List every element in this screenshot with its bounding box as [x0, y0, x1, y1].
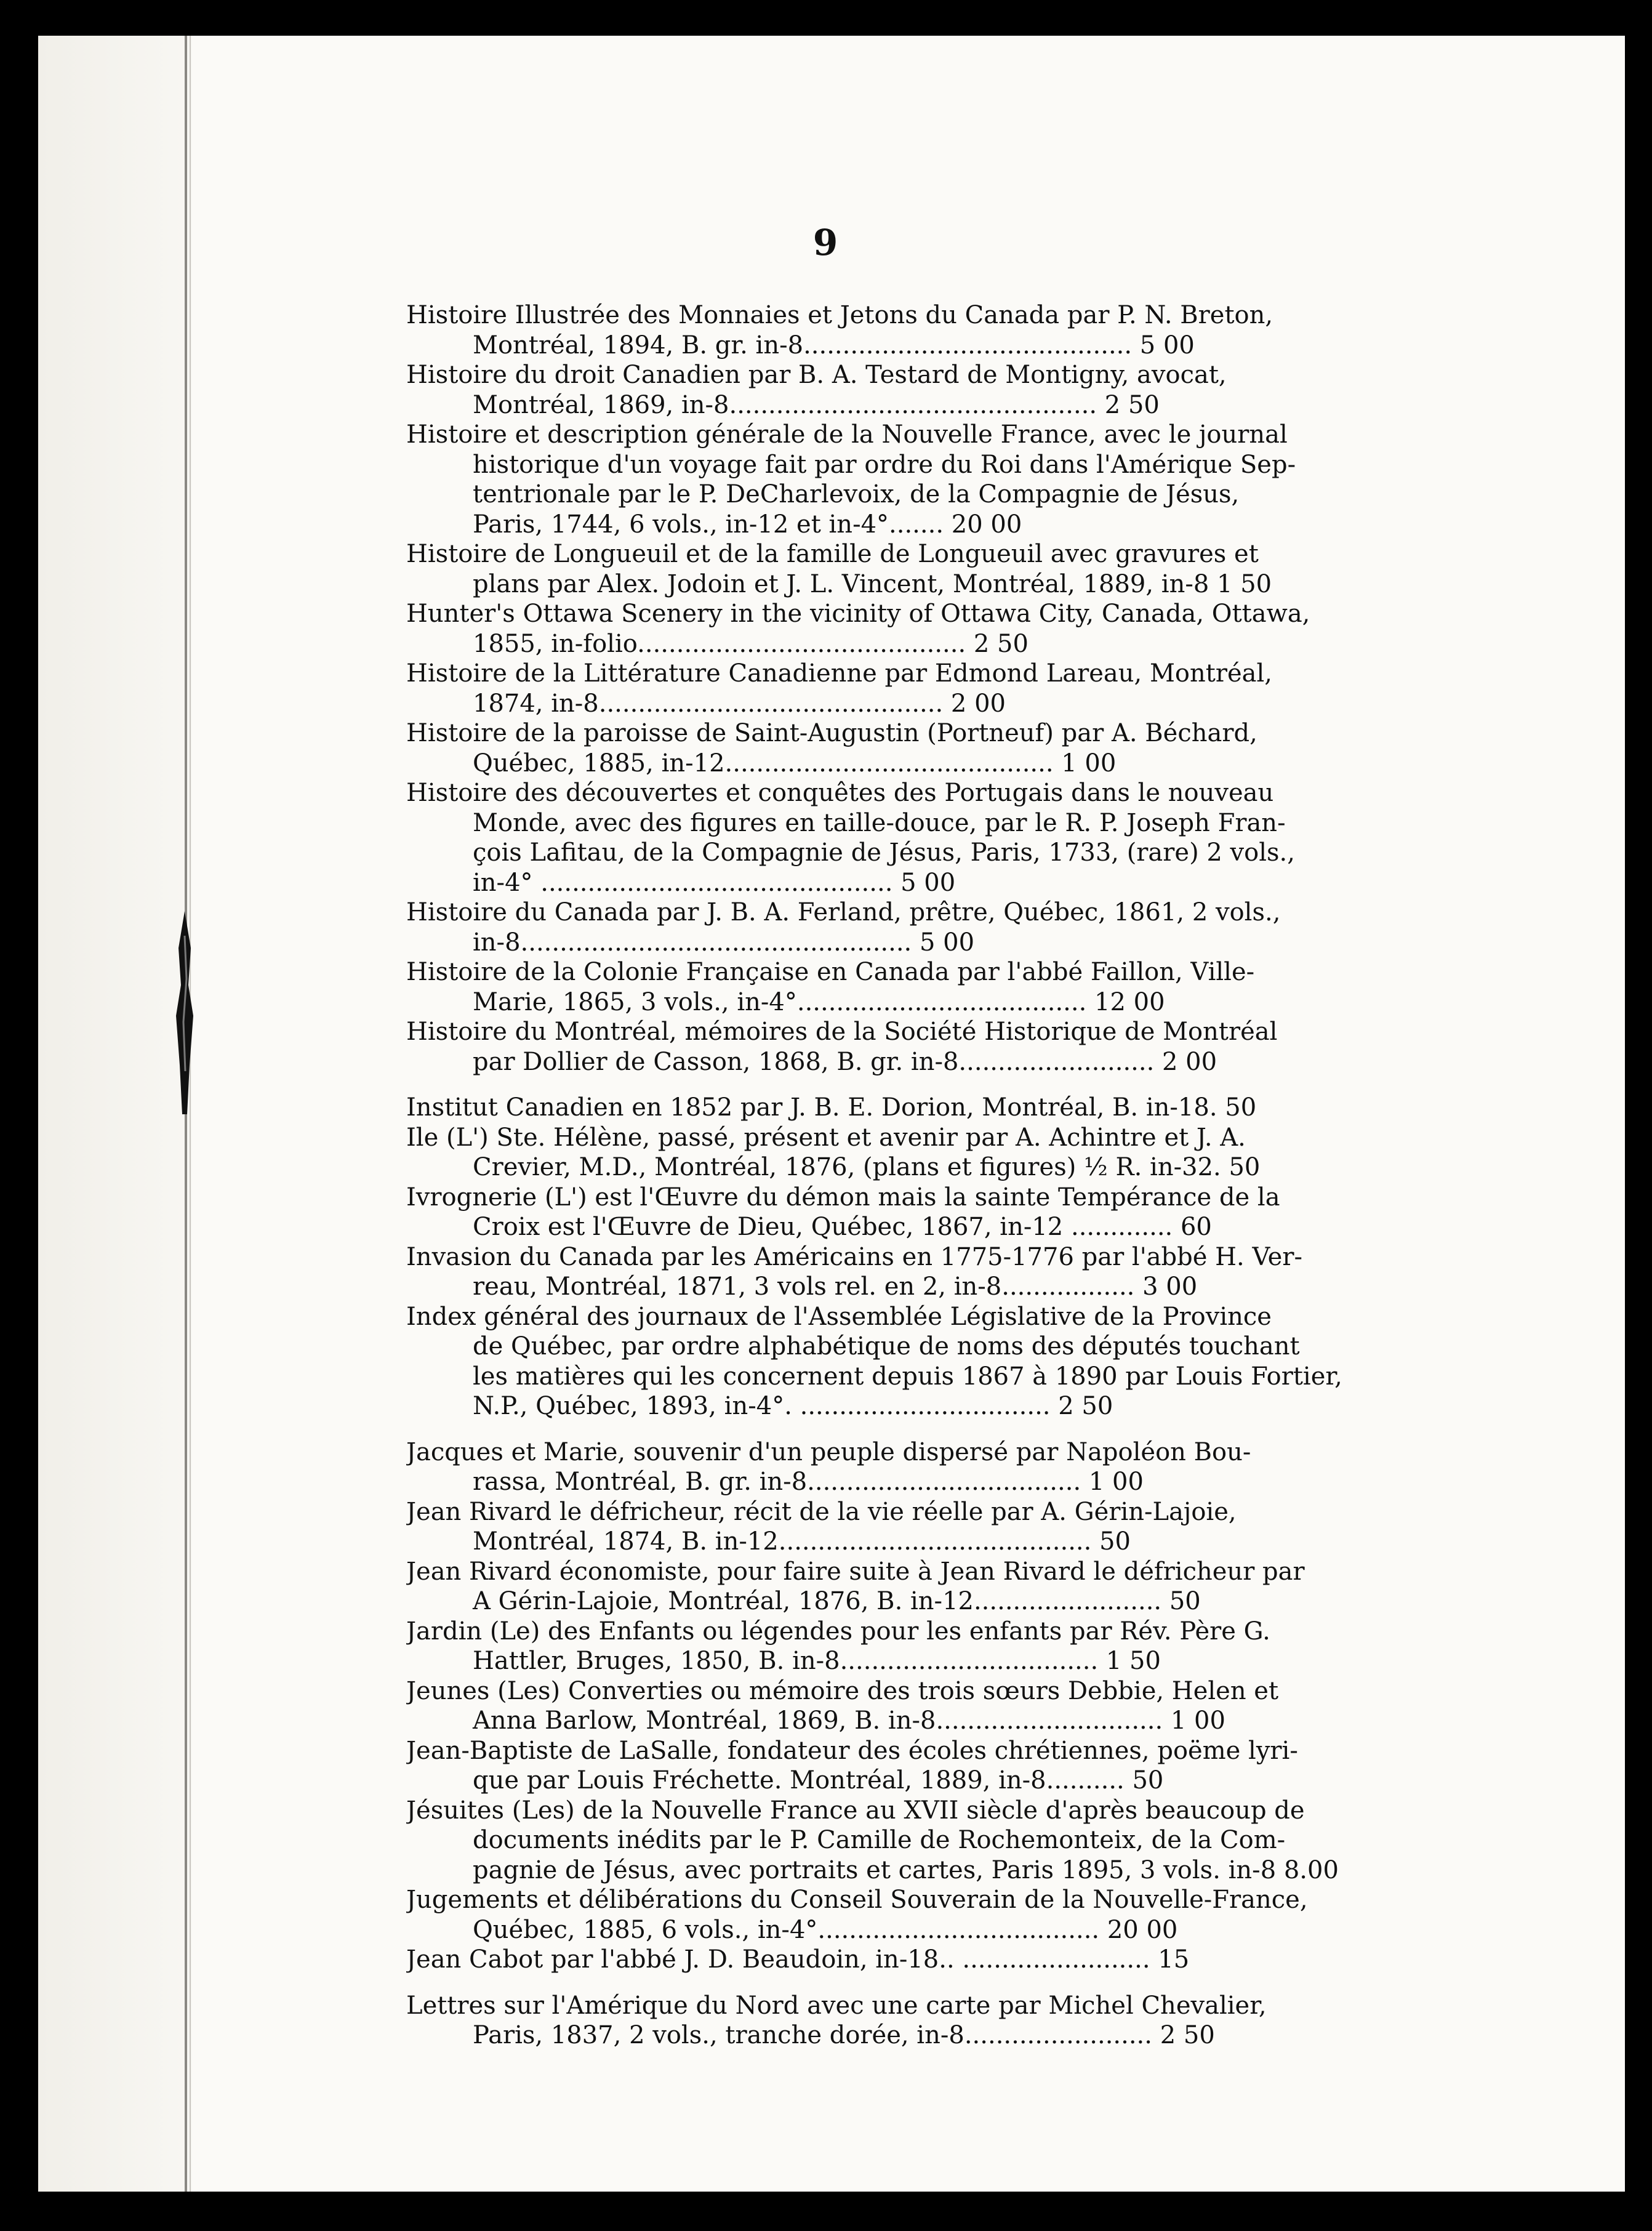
catalogue-entry — [406, 1242, 1373, 1302]
entry-continuation-line: plans par Alex. Jodoin et J. L. Vincent, Montréal, 1889, in-8 1 50 — [473, 569, 1272, 598]
catalogue-entry — [406, 1123, 1373, 1183]
entry-continuation-line: Anna Barlow, Montréal, 1869, B. in-8............................. 1 00 — [473, 1706, 1225, 1735]
entry-continuation-line: documents inédits par le P. Camille de Rochemonteix, de la Com- — [473, 1826, 1286, 1854]
catalogue-entry — [406, 1617, 1373, 1676]
entry-continuation-line: Paris, 1837, 2 vols., tranche dorée, in-8........................ 2 50 — [473, 2021, 1215, 2049]
entry-continuation-line: historique d'un voyage fait par ordre du Roi dans l'Amérique Sep- — [473, 450, 1296, 479]
entry-title-line: Histoire de la paroisse de Saint-Augustin (Portneuf) par A. Béchard, — [406, 719, 1257, 747]
catalogue-entry — [406, 1736, 1373, 1796]
entry-title-line: Hunter's Ottawa Scenery in the vicinity of Ottawa City, Canada, Ottawa, — [406, 600, 1310, 628]
entry-continuation-line: çois Lafitau, de la Compagnie de Jésus, Paris, 1733, (rare) 2 vols., — [473, 838, 1295, 867]
catalogue-entry — [406, 539, 1373, 599]
entry-continuation-line: in-8.................................................. 5 00 — [473, 928, 975, 957]
catalogue-entry — [406, 1991, 1373, 2051]
entry-continuation-line: Montréal, 1874, B. in-12........................................ 50 — [473, 1527, 1131, 1556]
entry-continuation-line: N.P., Québec, 1893, in-4°. ................................ 2 50 — [473, 1392, 1113, 1420]
entry-title-line: Index général des journaux de l'Assemblée Législative de la Province — [406, 1302, 1272, 1331]
entry-title-line: Histoire de la Colonie Française en Canada par l'abbé Faillon, Ville- — [406, 958, 1255, 986]
entry-continuation-line: reau, Montréal, 1871, 3 vols rel. en 2, in-8................. 3 00 — [473, 1272, 1198, 1301]
entry-continuation-line: les matières qui les concernent depuis 1867 à 1890 par Louis Fortier, — [473, 1362, 1342, 1391]
entry-title-line: Histoire du Canada par J. B. A. Ferland, prêtre, Québec, 1861, 2 vols., — [406, 898, 1281, 927]
entry-title-line: Lettres sur l'Amérique du Nord avec une carte par Michel Chevalier, — [406, 1991, 1267, 2020]
entry-continuation-line: Montréal, 1894, B. gr. in-8.......................................... 5 00 — [473, 331, 1195, 360]
catalogue-entry — [406, 599, 1373, 659]
entry-continuation-line: que par Louis Fréchette. Montréal, 1889, in-8.......... 50 — [473, 1766, 1164, 1795]
catalogue-entry — [406, 1557, 1373, 1617]
entry-continuation-line: Québec, 1885, in-12.......................................... 1 00 — [473, 749, 1117, 778]
entry-continuation-line: A Gérin-Lajoie, Montréal, 1876, B. in-12........................ 50 — [473, 1587, 1201, 1615]
catalogue-entry — [406, 1183, 1373, 1242]
catalogue-entry — [406, 1885, 1373, 1945]
entry-title-line: Jardin (Le) des Enfants ou légendes pour les enfants par Rév. Père G. — [406, 1617, 1270, 1646]
entry-continuation-line: Paris, 1744, 6 vols., in-12 et in-4°....... 20 00 — [473, 510, 1022, 539]
entry-continuation-line: in-4° ............................................. 5 00 — [473, 868, 956, 897]
section-gap — [406, 1421, 1373, 1437]
catalogue-listing — [406, 300, 1373, 2051]
section-gap — [406, 1077, 1373, 1093]
entry-continuation-line: tentrionale par le P. DeCharlevoix, de la Compagnie de Jésus, — [473, 480, 1240, 509]
entry-title-line: Jugements et délibérations du Conseil Souverain de la Nouvelle-France, — [406, 1886, 1308, 1914]
entry-continuation-line: Hattler, Bruges, 1850, B. in-8................................. 1 50 — [473, 1647, 1161, 1675]
scan-border-left — [0, 0, 38, 2231]
entry-continuation-line: de Québec, par ordre alphabétique de noms des députés touchant — [473, 1332, 1300, 1361]
entry-continuation-line: Crevier, M.D., Montréal, 1876, (plans et figures) ½ R. in-32. 50 — [473, 1153, 1261, 1181]
catalogue-entry — [406, 778, 1373, 898]
entry-title-line: Jésuites (Les) de la Nouvelle France au XVII siècle d'après beaucoup de — [406, 1796, 1305, 1825]
entry-title-line: Histoire du droit Canadien par B. A. Testard de Montigny, avocat, — [406, 361, 1227, 389]
entry-title-line: Jean Rivard économiste, pour faire suite à Jean Rivard le défricheur par — [406, 1557, 1305, 1586]
entry-title-line: Histoire Illustrée des Monnaies et Jetons du Canada par P. N. Breton, — [406, 301, 1273, 329]
catalogue-entry — [406, 300, 1373, 360]
scan-border-bottom — [0, 2192, 1652, 2231]
scan-border-top — [0, 0, 1652, 36]
entry-continuation-line: Monde, avec des figures en taille-douce, par le R. P. Joseph Fran- — [473, 808, 1286, 837]
entry-title-line: Histoire des découvertes et conquêtes des Portugais dans le nouveau — [406, 779, 1274, 807]
catalogue-entry — [406, 718, 1373, 778]
catalogue-entry — [406, 1437, 1373, 1497]
entry-title-line: Histoire du Montréal, mémoires de la Société Historique de Montréal — [406, 1018, 1278, 1046]
entry-title-line: Histoire et description générale de la Nouvelle France, avec le journal — [406, 420, 1288, 449]
entry-title-line: Jeunes (Les) Converties ou mémoire des trois sœurs Debbie, Helen et — [406, 1676, 1279, 1705]
catalogue-entry — [406, 659, 1373, 718]
catalogue-entry — [406, 1796, 1373, 1886]
page-number: 9 — [812, 222, 840, 263]
section-gap — [406, 1975, 1373, 1991]
catalogue-entry — [406, 1945, 1373, 1975]
entry-continuation-line: pagnie de Jésus, avec portraits et cartes, Paris 1895, 3 vols. in-8 8.00 — [473, 1855, 1339, 1884]
entry-continuation-line: Montréal, 1869, in-8............................................... 2 50 — [473, 390, 1160, 419]
catalogue-entry — [406, 1017, 1373, 1077]
entry-title-line: Invasion du Canada par les Américains en 1775-1776 par l'abbé H. Ver- — [406, 1242, 1302, 1271]
entry-continuation-line: Croix est l'Œuvre de Dieu, Québec, 1867, in-12 ............. 60 — [473, 1213, 1212, 1241]
entry-title-line: Ivrognerie (L') est l'Œuvre du démon mais la sainte Tempérance de la — [406, 1183, 1280, 1212]
entry-continuation-line: rassa, Montréal, B. gr. in-8................................... 1 00 — [473, 1468, 1144, 1496]
entry-title-line: Histoire de la Littérature Canadienne par Edmond Lareau, Montréal, — [406, 659, 1272, 688]
catalogue-entry — [406, 898, 1373, 957]
entry-continuation-line: Marie, 1865, 3 vols., in-4°..................................... 12 00 — [473, 987, 1165, 1016]
entry-continuation-line: 1855, in-folio.......................................... 2 50 — [473, 629, 1028, 658]
entry-title-line: Histoire de Longueuil et de la famille de Longueuil avec gravures et — [406, 540, 1259, 568]
entry-title-line: Ile (L') Ste. Hélène, passé, présent et avenir par A. Achintre et J. A. — [406, 1123, 1246, 1152]
entry-continuation-line: par Dollier de Casson, 1868, B. gr. in-8......................... 2 00 — [473, 1047, 1217, 1076]
catalogue-entry — [406, 1093, 1373, 1123]
entry-title-line: Institut Canadien en 1852 par J. B. E. Dorion, Montréal, B. in-18. 50 — [406, 1093, 1257, 1122]
entry-continuation-line: 1874, in-8............................................ 2 00 — [473, 689, 1006, 718]
catalogue-entry — [406, 360, 1373, 420]
entry-title-line: Jean Rivard le défricheur, récit de la vie réelle par A. Gérin-Lajoie, — [406, 1497, 1237, 1526]
entry-continuation-line: Québec, 1885, 6 vols., in-4°.................................... 20 00 — [473, 1915, 1178, 1944]
scan-border-right — [1625, 0, 1652, 2231]
entry-title-line: Jacques et Marie, souvenir d'un peuple dispersé par Napoléon Bou- — [406, 1437, 1251, 1466]
binding-clip-icon — [166, 911, 203, 1114]
entry-title-line: Jean-Baptiste de LaSalle, fondateur des écoles chrétiennes, poëme lyri- — [406, 1736, 1298, 1765]
catalogue-entry — [406, 1302, 1373, 1421]
entry-title-line: Jean Cabot par l'abbé J. D. Beaudoin, in-18.. ........................ 15 — [406, 1945, 1190, 1974]
catalogue-entry — [406, 420, 1373, 539]
catalogue-entry — [406, 1497, 1373, 1557]
catalogue-entry — [406, 1676, 1373, 1736]
catalogue-entry — [406, 957, 1373, 1017]
